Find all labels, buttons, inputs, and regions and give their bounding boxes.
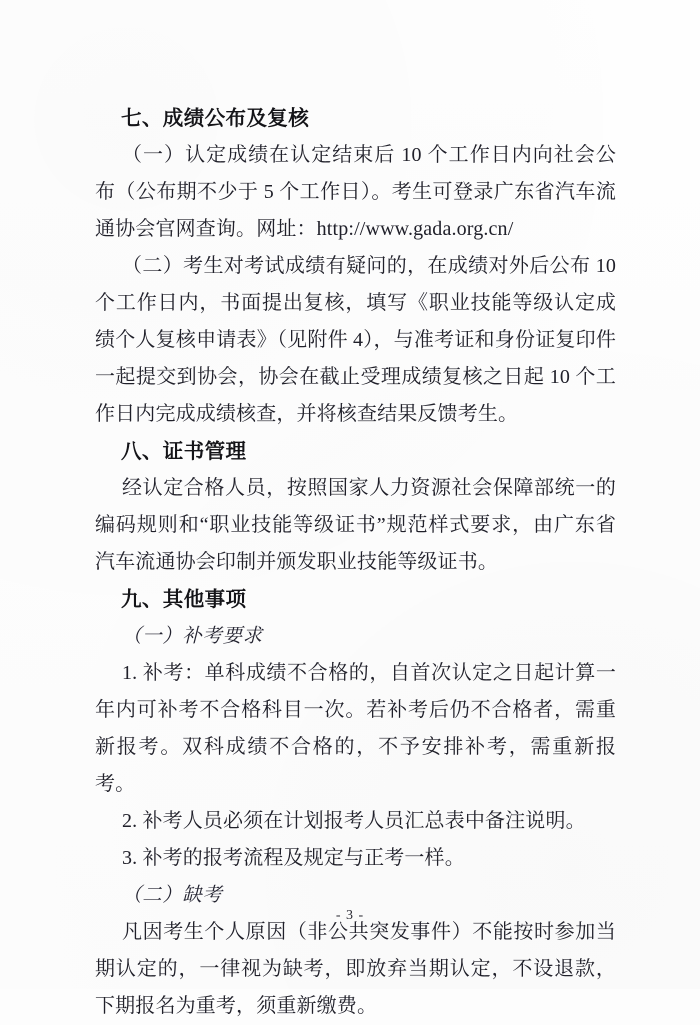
section-9-heading: 九、其他事项: [121, 588, 247, 611]
page-number: - 3 -: [335, 908, 365, 923]
section-9-subhead-1: （一）补考要求: [122, 626, 263, 647]
section-9-item-3: 3. 补考的报考流程及规定与正考一样。: [122, 847, 465, 869]
section-8-body: 经认定合格人员，按照国家人力资源社会保障部统一的编码规则和“职业技能等级证书”规范样式要求，由广东省汽车流通协会印制并颁发职业技能等级证书。: [95, 477, 616, 573]
document-body: [95, 100, 616, 1025]
section-8-heading: 八、证书管理: [121, 440, 247, 463]
section-9-item-2: 2. 补考人员必须在计划报考人员汇总表中备注说明。: [122, 810, 586, 832]
section-9-absence-body: 凡因考生个人原因（非公共突发事件）不能按时参加当期认定的，一律视为缺考，即放弃当期认定，不设退款，下期报名为重考，须重新缴费。: [95, 921, 616, 1017]
section-7-heading: 七、成绩公布及复核: [121, 107, 310, 130]
section-9-subhead-2: （二）缺考: [122, 885, 223, 906]
section-9-item-1: 1. 补考：单科成绩不合格的，自首次认定之日起计算一年内可补考不合格科目一次。若补考后仍不合格者，需重新报考。双科成绩不合格的，不予安排补考，需重新报考。: [95, 662, 616, 795]
section-7-item-1: （一）认定成绩在认定结束后 10 个工作日内向社会公布（公布期不少于 5 个工作日）。考生可登录广东省汽车流通协会官网查询。网址：http://www.gada.org.cn/: [95, 144, 616, 240]
section-7-item-2: （二）考生对考试成绩有疑问的，在成绩对外后公布 10 个工作日内，书面提出复核，填写《职业技能等级认定成绩个人复核申请表》（见附件 4），与准考证和身份证复印件一起提交到协会，协会在截止受理成绩复核之日起 10 个工作日内完成成绩核查，并将核查结果反馈考生。: [95, 255, 616, 425]
